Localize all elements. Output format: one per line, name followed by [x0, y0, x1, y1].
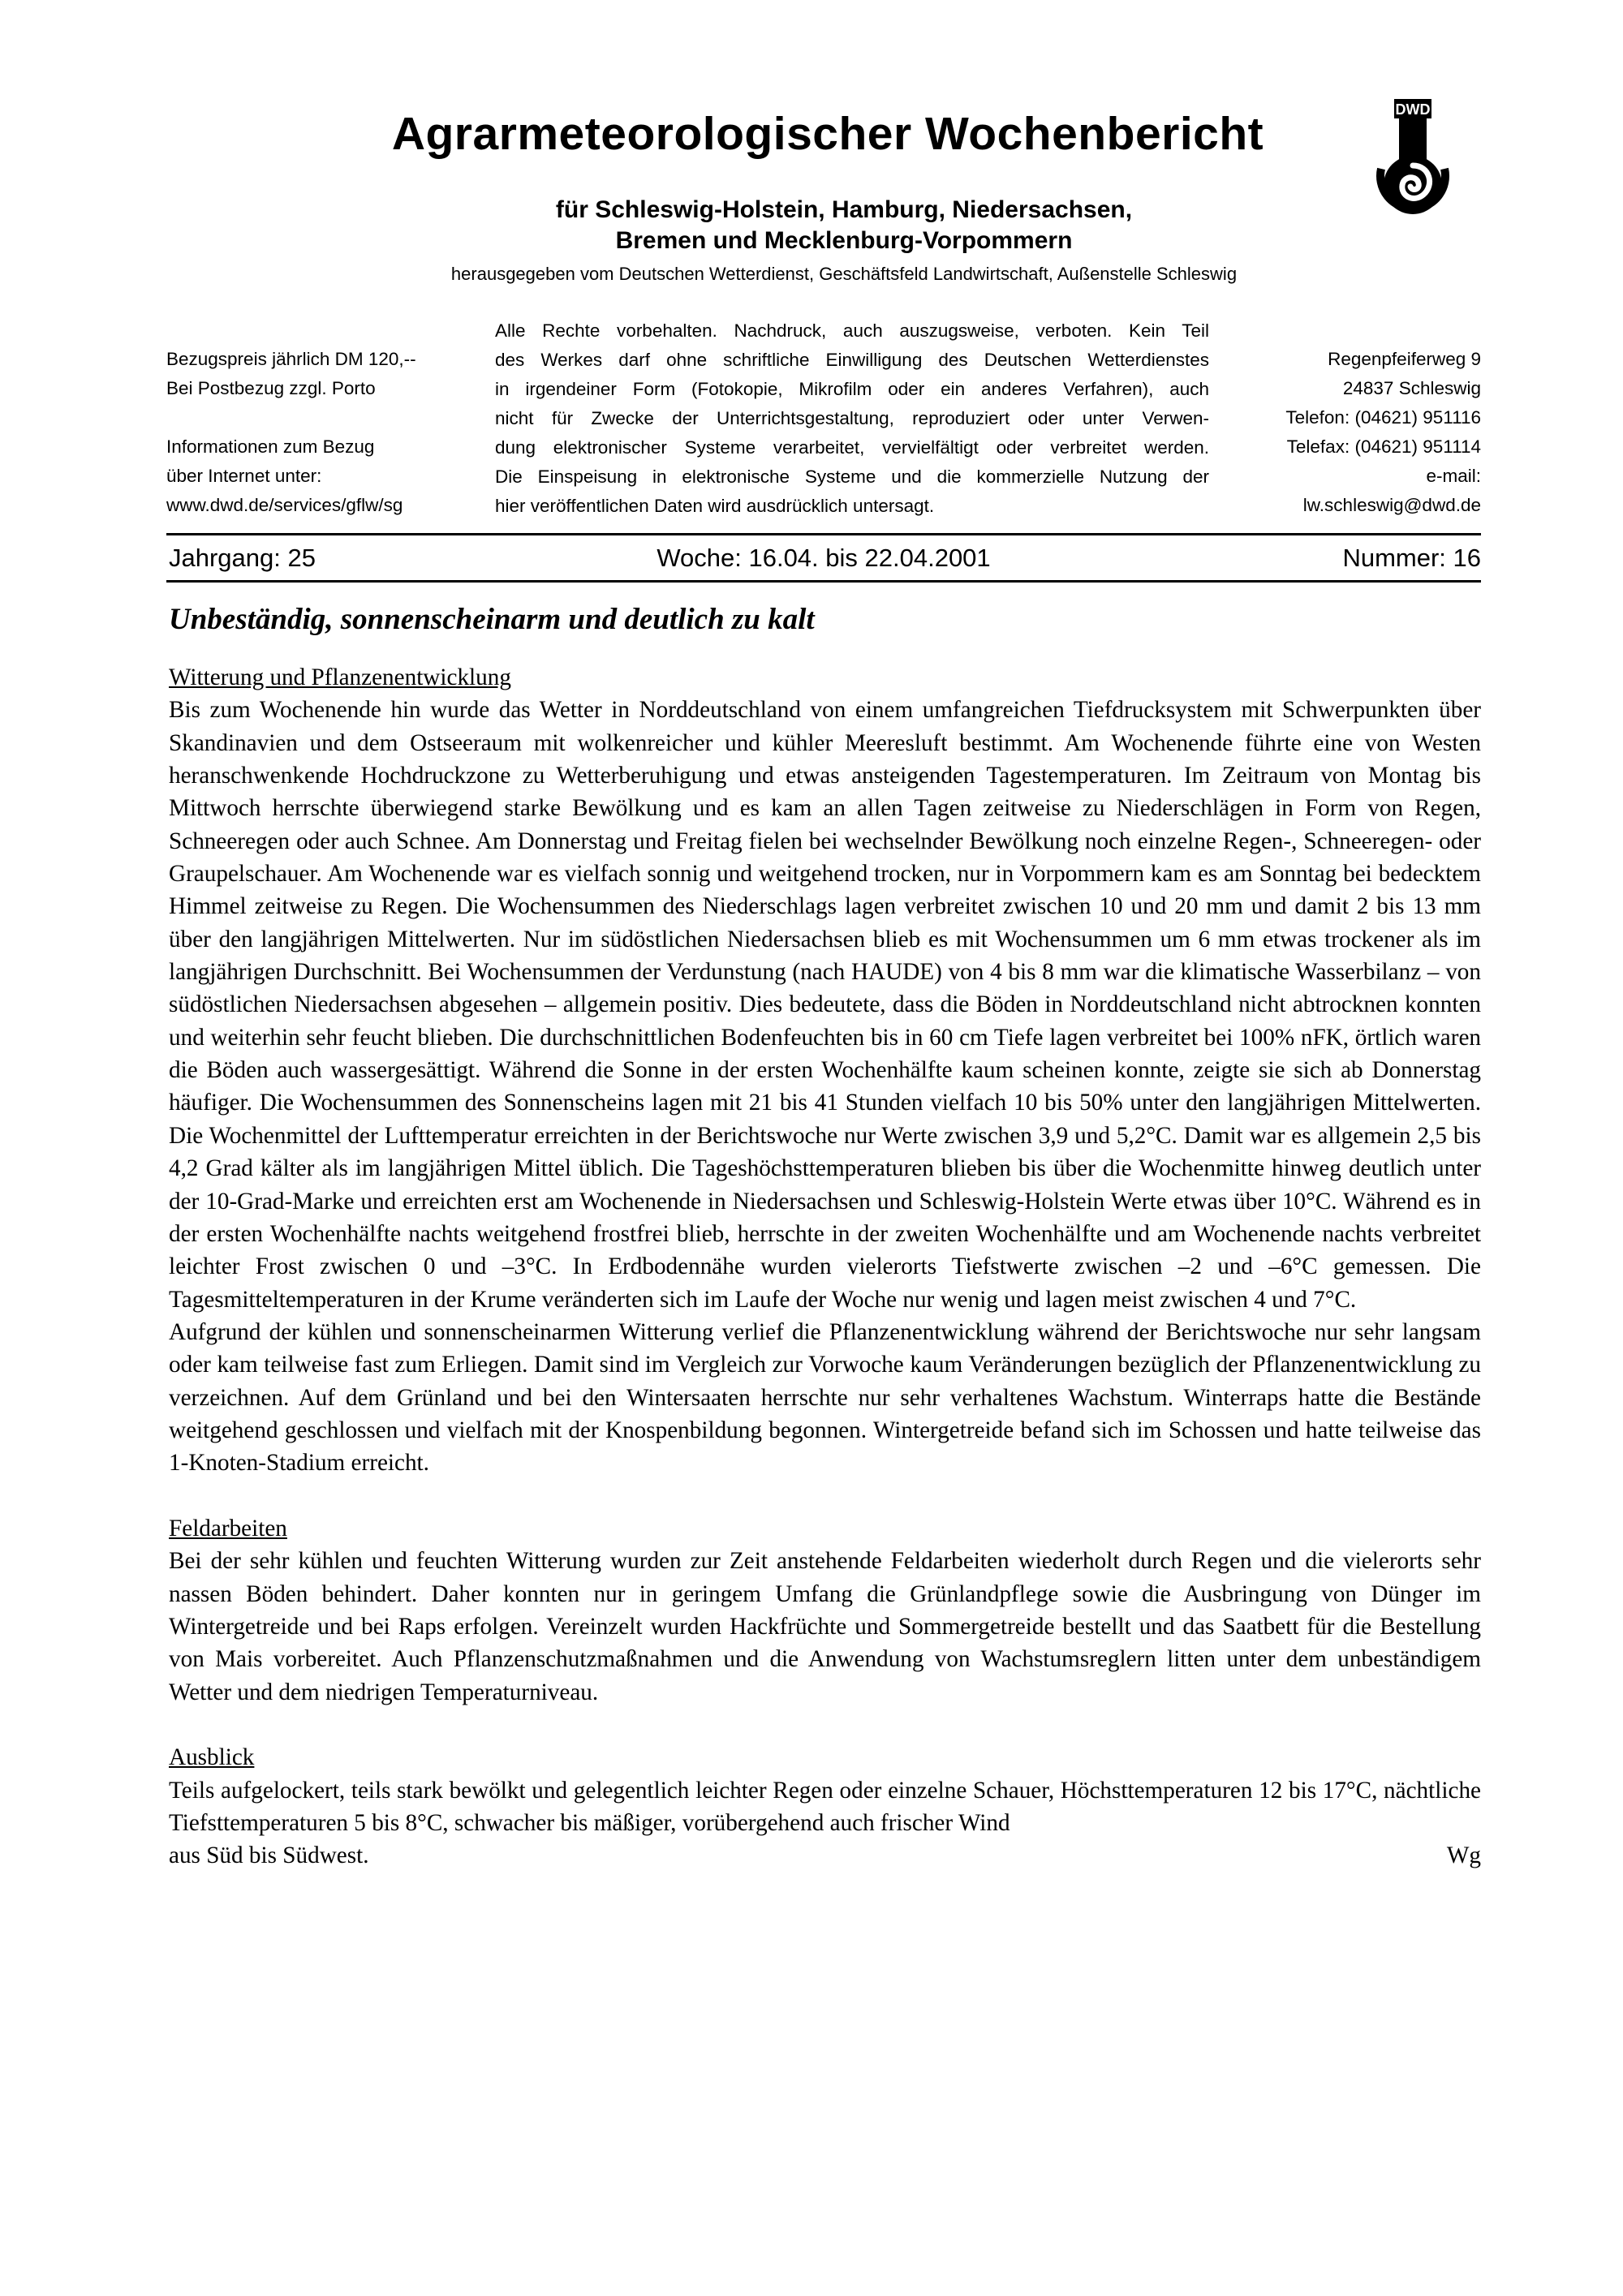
copyright-line: des Werkes darf ohne schriftliche Einwilligung des Deutschen Wetterdienstes	[495, 350, 1209, 370]
email-link[interactable]: lw.schleswig@dwd.de	[1302, 495, 1481, 515]
dwd-logo-text: DWD	[1395, 101, 1431, 118]
author-initials: Wg	[1446, 1842, 1481, 1869]
phone-number: Telefon: (04621) 951116	[1285, 407, 1481, 428]
section-heading-weather: Witterung und Pflanzenentwicklung	[169, 664, 511, 690]
fieldwork-paragraph: Bei der sehr kühlen und feuchten Witterung wurden zur Zeit anstehende Feldarbeiten wiederholt durch Regen und die vielerorts sehr nassen Böden behindert. Daher konnten nur in geringem Umfang die Grünlandpflege sowie die Ausbringung von Dünger im Wintergetreide und bei Raps erfolgen. Vereinzelt wurden Hackfrüchte und Sommergetreide bestellt und das Saatbett für die Bestellung von Mais vorbereitet. Auch Pflanzenschutzmaßnahmen und die Anwendung von Wachstumsreglern litten unter dem unbeständigem Wetter und dem niedrigen Temperaturniveau.	[169, 1548, 1481, 1705]
outlook-last-text: aus Süd bis Südwest.	[169, 1842, 369, 1869]
city-address: 24837 Schleswig	[1342, 378, 1481, 398]
email-label: e-mail:	[1426, 466, 1481, 486]
copyright-line: dung elektronischer Systeme verarbeitet, vervielfältigt oder verbreitet werden.	[495, 437, 1209, 458]
issue-year: Jahrgang: 25	[169, 544, 316, 572]
info-line: Informationen zum Bezug	[166, 436, 375, 457]
copyright-notice	[495, 316, 1209, 521]
street-address: Regenpfeiferweg 9	[1328, 349, 1481, 369]
fax-number: Telefax: (04621) 951114	[1286, 436, 1481, 457]
divider-top	[166, 533, 1481, 535]
section-heading-outlook: Ausblick	[169, 1744, 255, 1771]
page-title: Agrarmeteorologischer Wochenbericht	[391, 108, 1264, 160]
subscription-info	[166, 345, 467, 520]
dwd-logo-post	[1399, 118, 1427, 162]
internet-line: über Internet unter:	[166, 466, 322, 486]
copyright-line: Die Einspeisung in elektronische Systeme und die kommerzielle Nutzung der	[495, 467, 1209, 487]
outlook-last-line	[169, 1839, 1481, 1872]
copyright-line: hier veröffentlichen Daten wird ausdrücklich untersagt.	[495, 496, 935, 516]
outlook-paragraph: Teils aufgelockert, teils stark bewölkt und gelegentlich leichter Regen oder einzelne Schauer, Höchsttemperaturen 12 bis 17°C, nächtliche Tiefsttemperaturen 5 bis 8°C, schwacher bis mäßiger, vorübergehend auch frischer Wind	[169, 1777, 1481, 1837]
copyright-line: Alle Rechte vorbehalten. Nachdruck, auch auszugsweise, verboten. Kein Teil	[495, 320, 1209, 341]
issue-week: Woche: 16.04. bis 22.04.2001	[657, 544, 991, 572]
issue-number: Nummer: 16	[1342, 544, 1481, 572]
copyright-line: nicht für Zwecke der Unterrichtsgestaltung, reproduziert oder unter Verwen-	[495, 408, 1209, 428]
divider-bottom	[166, 580, 1481, 583]
website-link[interactable]: www.dwd.de/services/gflw/sg	[166, 495, 403, 515]
article-body	[169, 661, 1481, 1872]
price-line: Bezugspreis jährlich DM 120,--	[166, 349, 416, 369]
contact-info	[1185, 345, 1481, 520]
dwd-logo	[1370, 97, 1456, 227]
subtitle-line-2: Bremen und Mecklenburg-Vorpommern	[615, 227, 1073, 254]
publisher-line: herausgegeben vom Deutschen Wetterdienst, Geschäftsfeld Landwirtschaft, Außenstelle Schleswig	[450, 264, 1238, 284]
headline: Unbeständig, sonnenscheinarm und deutlich zu kalt	[169, 603, 815, 636]
section-heading-fieldwork: Feldarbeiten	[169, 1515, 287, 1541]
weather-paragraph-1: Bis zum Wochenende hin wurde das Wetter in Norddeutschland von einem umfangreichen Tiefdrucksystem mit Schwerpunkten über Skandinavien und dem Ostseeraum mit wolkenreicher und kühler Meeresluft bestimmt. Am Wochenende führte eine von Westen heranschwenkende Hochdruckzone zu Wetterberuhigung und etwas ansteigenden Tagestemperaturen. Im Zeitraum von Montag bis Mittwoch herrschte überwiegend starke Bewölkung und es kam an allen Tagen zeitweise zu Niederschlägen in Form von Regen, Schneeregen oder auch Schnee. Am Donnerstag und Freitag fielen bei wechselnder Bewölkung noch einzelne Regen-, Schneeregen- oder Graupelschauer. Am Wochenende war es vielfach sonnig und weitgehend trocken, nur in Vorpommern kam es am Sonntag bei bedecktem Himmel zeitweise zu Regen. Die Wochensummen des Niederschlags lagen verbreitet zwischen 10 und 20 mm und damit 2 bis 13 mm über den langjährigen Mittelwerten. Nur im südöstlichen Niedersachsen blieb es mit Wochensummen um 6 mm etwas trockener als im langjährigen Durchschnitt. Bei Wochensummen der Verdunstung (nach HAUDE) von 4 bis 8 mm war die klimatische Wasserbilanz – von südöstlichen Niedersachsen abgesehen – allgemein positiv. Dies bedeutete, dass die Böden in Norddeutschland nicht abtrocknen konnten und weiterhin sehr feucht blieben. Die durchschnittlichen Bodenfeuchten bis in 60 cm Tiefe lagen verbreitet bei 100% nFK, örtlich waren die Böden auch wassergesättigt. Während die Sonne in der ersten Wochenhälfte kaum scheinen konnte, zeigte sie sich ab Donnerstag häufiger. Die Wochensummen des Sonnenscheins lagen mit 21 bis 41 Stunden vielfach 10 bis 50% unter den langjährigen Mittelwerten. Die Wochenmittel der Lufttemperatur erreichten in der Berichtswoche nur Werte zwischen 3,9 und 5,2°C. Damit war es allgemein 2,5 bis 4,2 Grad kälter als im langjährigen Mittel üblich. Die Tageshöchsttemperaturen blieben bis über die Wochenmitte hinweg deutlich unter der 10-Grad-Marke und erreichten erst am Wochenende in Niedersachsen und Schleswig-Holstein Werte etwas über 10°C. Während es in der ersten Wochenhälfte nachts weitgehend frostfrei blieb, herrschte in der zweiten Wochenhälfte und am Wochenende nachts verbreitet leichter Frost zwischen 0 und –3°C. In Erdbodennähe wurden vielerorts Tiefstwerte zwischen –2 und –6°C gemessen. Die Tagesmitteltemperaturen in der Krume veränderten sich im Laufe der Woche nur wenig und lagen meist zwischen 4 und 7°C.	[169, 697, 1481, 1313]
postage-line: Bei Postbezug zzgl. Porto	[166, 378, 376, 398]
copyright-line: in irgendeiner Form (Fotokopie, Mikrofilm oder ein anderes Verfahren), auch	[495, 379, 1209, 399]
weather-paragraph-2: Aufgrund der kühlen und sonnenscheinarmen Witterung verlief die Pflanzenentwicklung während der Berichtswoche nur sehr langsam oder kam teilweise fast zum Erliegen. Damit sind im Vergleich zur Vorwoche kaum Veränderungen bezüglich der Pflanzenentwicklung zu verzeichnen. Auf dem Grünland und bei den Wintersaaten herrschte nur sehr verhaltenes Wachstum. Winterraps hatte die Bestände weitgehend geschlossen und vielfach mit der Knospenbildung begonnen. Wintergetreide befand sich im Schossen und hatte teilweise das 1-Knoten-Stadium erreicht.	[169, 1318, 1481, 1477]
subtitle-line-1: für Schleswig-Holstein, Hamburg, Niedersachsen,	[555, 196, 1133, 223]
